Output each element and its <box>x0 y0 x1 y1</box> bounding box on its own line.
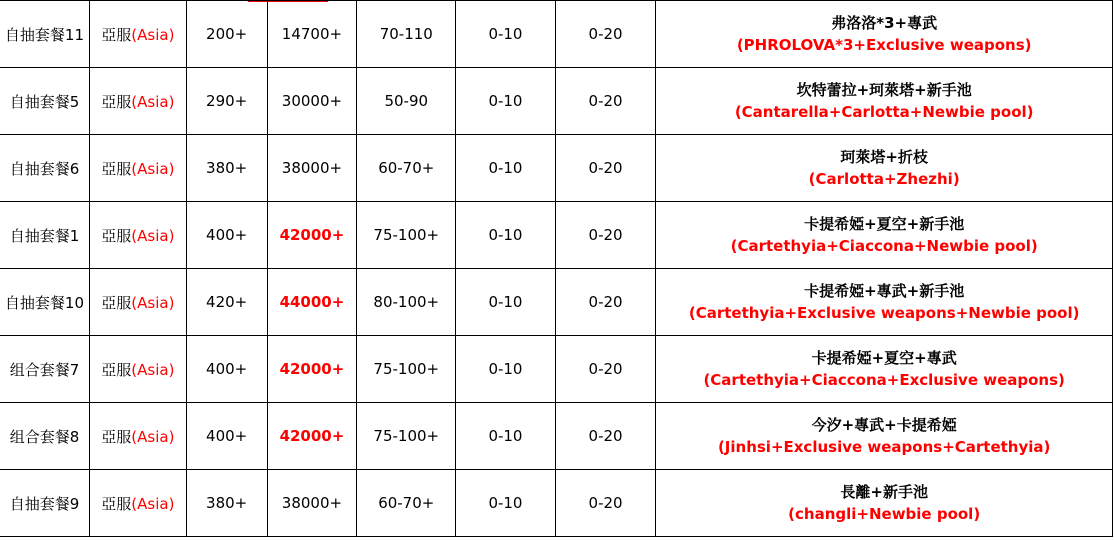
package-name-cell <box>0 269 89 336</box>
amount: 38000+ <box>281 494 343 512</box>
range3: 0-20 <box>588 494 623 512</box>
server-en: (Asia) <box>131 159 175 178</box>
range3: 0-20 <box>588 25 623 43</box>
range1: 70-110 <box>379 25 433 43</box>
description-cell <box>656 68 1113 135</box>
range1-cell <box>357 403 456 470</box>
price-cell <box>186 135 267 202</box>
amount-cell <box>267 269 357 336</box>
amount-cell <box>267 403 357 470</box>
range2-cell <box>456 202 556 269</box>
range2-cell <box>456 135 556 202</box>
range3: 0-20 <box>588 92 623 110</box>
amount-cell <box>267 135 357 202</box>
server-cn: 亞服 <box>101 293 132 312</box>
description-en: (Cartethyia+Ciaccona+Exclusive weapons) <box>703 371 1065 389</box>
range3: 0-20 <box>588 427 623 445</box>
range1-cell <box>357 135 456 202</box>
price: 420+ <box>206 293 248 311</box>
description-en: (Cantarella+Carlotta+Newbie pool) <box>734 103 1034 121</box>
description-cell <box>656 269 1113 336</box>
table-row <box>0 135 1113 202</box>
description-cn: 卡提希婭+夏空+新手池 <box>804 215 965 233</box>
amount-cell <box>267 336 357 403</box>
range1-cell <box>357 68 456 135</box>
price-cell <box>186 470 267 537</box>
range3-cell <box>555 336 656 403</box>
range1: 50-90 <box>384 92 429 110</box>
amount: 14700+ <box>281 25 343 43</box>
range1-cell <box>357 202 456 269</box>
price-cell <box>186 68 267 135</box>
server-cn: 亞服 <box>101 25 132 44</box>
package-name-cell <box>0 470 89 537</box>
server-cell <box>89 202 186 269</box>
server-cell <box>89 470 186 537</box>
description-cn: 珂萊塔+折枝 <box>840 148 928 166</box>
package-name-cell <box>0 68 89 135</box>
price: 400+ <box>206 360 248 378</box>
range1-cell <box>357 1 456 68</box>
description-en: (changli+Newbie pool) <box>788 505 981 523</box>
price: 200+ <box>206 25 248 43</box>
range3-cell <box>555 470 656 537</box>
package-name-cell <box>0 336 89 403</box>
package-name: 组合套餐8 <box>9 427 80 446</box>
range3-cell <box>555 1 656 68</box>
amount: 42000+ <box>279 360 345 378</box>
range2: 0-10 <box>488 293 523 311</box>
package-name: 自抽套餐5 <box>9 92 80 111</box>
range3: 0-20 <box>588 360 623 378</box>
server-cn: 亞服 <box>101 226 132 245</box>
range2: 0-10 <box>488 92 523 110</box>
description-cell <box>656 202 1113 269</box>
table-row <box>0 1 1113 68</box>
description-cn: 坎特蕾拉+珂萊塔+新手池 <box>796 81 972 99</box>
package-name-cell <box>0 135 89 202</box>
table-row <box>0 202 1113 269</box>
package-name-cell <box>0 1 89 68</box>
range1: 60-70+ <box>378 494 435 512</box>
description-cn: 今汐+專武+卡提希婭 <box>811 416 957 434</box>
description-cell <box>656 135 1113 202</box>
table-row <box>0 68 1113 135</box>
table-row <box>0 269 1113 336</box>
package-name: 自抽套餐6 <box>9 159 80 178</box>
range2: 0-10 <box>488 159 523 177</box>
server-cell <box>89 403 186 470</box>
range1-cell <box>357 470 456 537</box>
range1: 60-70+ <box>378 159 435 177</box>
package-name: 自抽套餐1 <box>9 226 80 245</box>
table-row <box>0 403 1113 470</box>
package-name: 自抽套餐11 <box>4 25 85 44</box>
range1: 75-100+ <box>373 427 440 445</box>
price: 400+ <box>206 427 248 445</box>
amount-cell <box>267 202 357 269</box>
server-en: (Asia) <box>131 360 175 379</box>
range2-cell <box>456 1 556 68</box>
range1: 75-100+ <box>373 226 440 244</box>
table-row <box>0 470 1113 537</box>
server-en: (Asia) <box>131 427 175 446</box>
amount: 42000+ <box>279 427 345 445</box>
price-cell <box>186 336 267 403</box>
range3-cell <box>555 202 656 269</box>
description-cell <box>656 1 1113 68</box>
range2-cell <box>456 68 556 135</box>
amount-cell <box>267 470 357 537</box>
range3: 0-20 <box>588 293 623 311</box>
amount: 30000+ <box>281 92 343 110</box>
server-en: (Asia) <box>131 226 175 245</box>
server-en: (Asia) <box>131 293 175 312</box>
server-en: (Asia) <box>131 92 175 111</box>
description-cn: 弗洛洛*3+專武 <box>831 14 938 32</box>
range2: 0-10 <box>488 25 523 43</box>
price: 380+ <box>206 159 248 177</box>
range2: 0-10 <box>488 427 523 445</box>
server-cell <box>89 135 186 202</box>
range2: 0-10 <box>488 360 523 378</box>
price-cell <box>186 269 267 336</box>
server-cn: 亞服 <box>101 494 132 513</box>
server-en: (Asia) <box>131 25 175 44</box>
range1-cell <box>357 336 456 403</box>
amount: 44000+ <box>279 293 345 311</box>
range3-cell <box>555 68 656 135</box>
range3: 0-20 <box>588 159 623 177</box>
server-cn: 亞服 <box>101 92 132 111</box>
description-cn: 卡提希婭+夏空+專武 <box>811 349 957 367</box>
range3: 0-20 <box>588 226 623 244</box>
amount-cell <box>267 68 357 135</box>
description-cell <box>656 403 1113 470</box>
description-cell <box>656 470 1113 537</box>
price: 290+ <box>206 92 248 110</box>
package-name: 自抽套餐10 <box>4 293 85 312</box>
server-en: (Asia) <box>131 494 175 513</box>
description-en: (PHROLOVA*3+Exclusive weapons) <box>736 36 1032 54</box>
description-en: (Carlotta+Zhezhi) <box>808 170 960 188</box>
price-cell <box>186 202 267 269</box>
description-en: (Cartethyia+Exclusive weapons+Newbie pool) <box>688 304 1080 322</box>
amount: 42000+ <box>279 226 345 244</box>
range3-cell <box>555 135 656 202</box>
price-cell <box>186 403 267 470</box>
range1: 75-100+ <box>373 360 440 378</box>
package-name: 自抽套餐9 <box>9 494 80 513</box>
description-en: (Cartethyia+Ciaccona+Newbie pool) <box>730 237 1038 255</box>
description-cn: 長離+新手池 <box>840 483 928 501</box>
package-name-cell <box>0 202 89 269</box>
server-cell <box>89 68 186 135</box>
server-cn: 亞服 <box>101 159 132 178</box>
price: 400+ <box>206 226 248 244</box>
amount-cell <box>267 1 357 68</box>
range3-cell <box>555 269 656 336</box>
table-row <box>0 336 1113 403</box>
description-en: (Jinhsi+Exclusive weapons+Cartethyia) <box>717 438 1051 456</box>
server-cell <box>89 269 186 336</box>
range2: 0-10 <box>488 494 523 512</box>
server-cell <box>89 336 186 403</box>
server-cell <box>89 1 186 68</box>
server-cn: 亞服 <box>101 360 132 379</box>
range2-cell <box>456 336 556 403</box>
range2-cell <box>456 269 556 336</box>
package-name: 组合套餐7 <box>9 360 80 379</box>
price-cell <box>186 1 267 68</box>
range1: 80-100+ <box>373 293 440 311</box>
range1-cell <box>357 269 456 336</box>
range3-cell <box>555 403 656 470</box>
range2: 0-10 <box>488 226 523 244</box>
package-name-cell <box>0 403 89 470</box>
server-cn: 亞服 <box>101 427 132 446</box>
range2-cell <box>456 470 556 537</box>
price: 380+ <box>206 494 248 512</box>
description-cn: 卡提希婭+專武+新手池 <box>804 282 965 300</box>
range2-cell <box>456 403 556 470</box>
amount: 38000+ <box>281 159 343 177</box>
description-cell <box>656 336 1113 403</box>
